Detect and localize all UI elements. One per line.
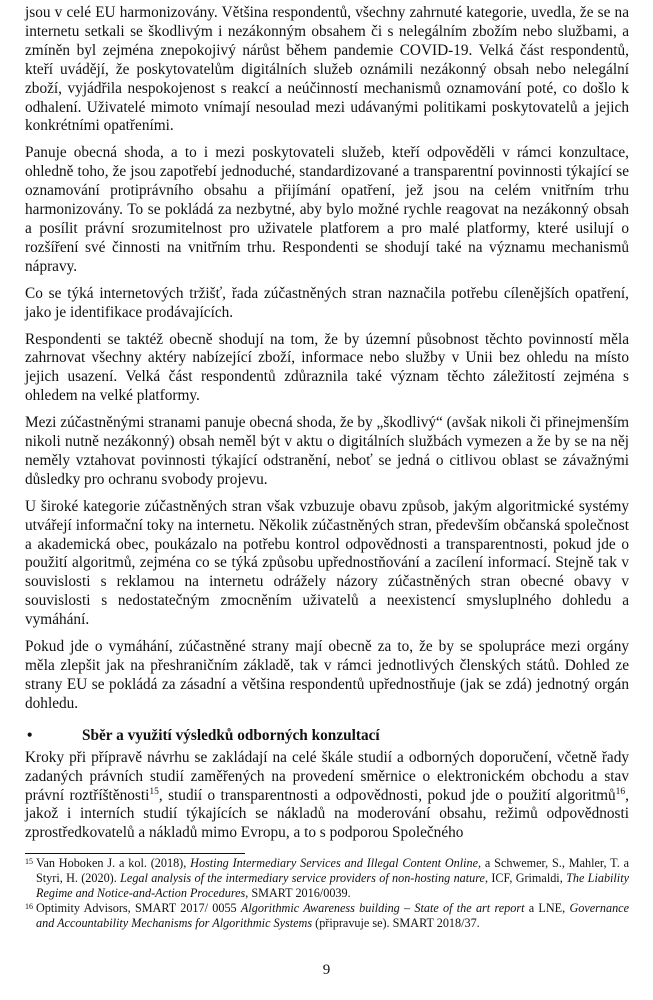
paragraph-6: U široké kategorie zúčastněných stran však vzbuzuje obavu způsob, jakým algoritmické systémy utvářejí informační toky na internetu. Několik zúčastněných stran, především občanská společnost a akademická obec, poukázalo na potřebu kontrol odpovědnosti a transparentnosti, pokud jde o použití algoritmů, zejména co se týká způsobu upřednostňování a zacílení informací. Stejně tak v souvislosti s reklamou na internetu odrážely názory zúčastněných stran obecné obavy v souvislosti s nedostatečným zmocněním uživatelů a neexistencí smysluplného dohledu a vymáhání. [25, 497, 629, 629]
footnote-segment: , ICF, Grimaldi, [484, 870, 567, 885]
footnote-segment: , SMART 2016/0039. [245, 885, 351, 900]
footnote-title: Hosting Intermediary Services and Illegal Content Online [190, 856, 478, 870]
paragraph-7: Pokud jde o vymáhání, zúčastněné strany mají obecně za to, že by se spolupráce mezi orgány měla zlepšit jak na přeshraničním základě, tak v rámci jednotlivých členských států. Dohled ze strany EU se pokládá za zásadní a většina respondentů upřednostňuje (jak se zdá) jednotný orgán dohledu. [25, 638, 629, 712]
page-number: 9 [322, 962, 331, 978]
section-heading-text: Sběr a využití výsledků odborných konzultací [82, 726, 380, 744]
footnote-15 [25, 856, 629, 900]
paragraph-2: Panuje obecná shoda, a to i mezi poskytovateli služeb, kteří odpověděli v rámci konzultace, ohledně toho, že jsou zapotřebí jednoduché, standardizované a transparentní povinnosti týkající se oznamování protiprávního obsahu a přijímání opatření, jež jsou na celém vnitřním trhu harmonizovány. To se pokládá za nezbytné, aby bylo možné rychle reagovat na nezákonný obsah a posílit právní srozumitelnost pro uživatele platforem a pro malé platformy, které usilují o rozšíření své činnosti na vnitřním trhu. Respondenti se shodují také na významu mechanismů nápravy. [25, 144, 629, 275]
footnote-segment: Van Hoboken J. a kol. (2018), [36, 856, 191, 870]
footnote-reference-16[interactable]: 16 [615, 786, 626, 797]
footnote-number: 15 [25, 857, 33, 866]
paragraph-1: jsou v celé EU harmonizovány. Většina respondentů, všechny zahrnuté kategorie, uvedla, že se na internetu setkali se škodlivým i nezákonným obsahem či s nelegálním zbožím nebo službami, a zmíněn byl zejména znepokojivý nárůst během pandemie COVID-19. Velká část respondentů, kteří uvádějí, že poskytovatelům digitálních služeb oznámili nezákonný obsah nebo nelegální zboží, vyjádřila nespokojenost s reakcí a neúčinností mechanismů oznamování poté, co došlo k odhalení. Uživatelé mimoto vnímají nesoulad mezi udávanými politikami poskytovatelů a jejich konkrétními opatřeními. [25, 4, 629, 135]
footnote-title: Legal analysis of the intermediary service providers of non-hosting nature [120, 870, 485, 885]
footnote-separator [25, 853, 245, 854]
section-heading [25, 726, 629, 745]
footnote-reference-15[interactable]: 15 [149, 786, 159, 797]
paragraph-8-part-2: , studií o transparentnosti a odpovědnosti, pokud jde o použití algoritmů [158, 786, 616, 804]
paragraph-4: Respondenti se taktéž obecně shodují na tom, že by územní působnost těchto povinností měla zahrnovat všechny aktéry nabízející zboží, informace nebo služby v Unii bez ohledu na místo jejich usazení. Velká část respondentů zdůraznila také význam těchto záležitostí zejména s ohledem na velké platformy. [25, 330, 629, 405]
paragraph-8-part-1: Kroky při přípravě návrhu se zakládají na celé škále studií a odborných doporučení, včetně řady zadaných právních studií zaměřených na provedení směrnice o elektronickém obchodu a stav právní roztříštěnosti [25, 748, 629, 804]
footnote-segment: Optimity Advisors, SMART 2017/ 0055 [36, 901, 241, 916]
footnotes [25, 856, 629, 932]
footnote-segment: , a Schwemer, S., Mahler, T. a Styri, H. (2020). [36, 856, 630, 885]
footnote-number: 16 [25, 902, 33, 912]
paragraph-3: Co se týká internetových tržišť, řada zúčastněných stran naznačila potřebu cílenějších opatření, jako je identifikace prodávajících. [25, 284, 629, 321]
footnote-title: Governance and Accountability Mechanisms for Algorithmic Systems [36, 901, 629, 931]
footnote-segment: (připravuje se). SMART 2018/37. [312, 916, 480, 931]
paragraph-8-part-3: , jakož i interních studií týkajících se nákladů na moderování obsahu, režimů odpovědnosti zprostředkovatelů a nákladů mimo Evropu, a to s podporou Společného [25, 786, 629, 842]
bullet-icon: • [27, 726, 33, 744]
footnote-title: The Liability Regime and Notice-and-Action Procedures [36, 870, 629, 900]
footnote-segment: a LNE, [524, 901, 570, 916]
paragraph-5: Mezi zúčastněnými stranami panuje obecná shoda, že by „škodlivý“ (avšak nikoli či přinejmenším nikoli nutně nezákonný) obsah neměl být v aktu o digitálních službách vymezen a že by se na něj neměly vztahovat povinnosti týkající odstranění, neboť se jedná o citlivou oblast se závažnými důsledky pro ochranu svobody projevu. [25, 414, 629, 488]
footnote-text [36, 901, 629, 930]
footnote-text [36, 856, 629, 900]
paragraph-8 [25, 749, 629, 844]
body-text [25, 4, 629, 851]
footnote-16 [25, 901, 629, 931]
footnote-title: Algorithmic Awareness building – State of the art report [240, 901, 525, 916]
